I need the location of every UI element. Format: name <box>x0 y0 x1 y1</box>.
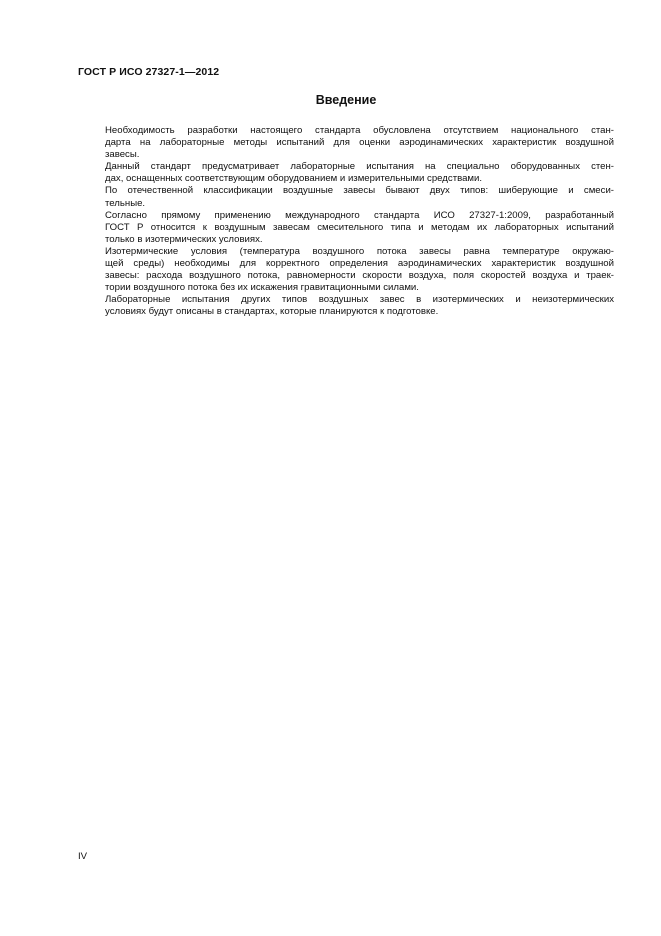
paragraph-need-for-standard <box>78 125 614 161</box>
text-line: Данный стандарт предусматривает лабораторные испытания на специально оборудованных стен- <box>105 161 614 173</box>
text-line: только в изотермических условиях. <box>105 233 263 245</box>
section-title: Введение <box>315 93 377 107</box>
text-line: Изотермические условия (температура воздушного потока завесы равна температуре окружаю- <box>105 245 614 257</box>
text-line: завесы. <box>105 149 140 161</box>
paragraph-future-standards <box>78 294 614 318</box>
text-line: Согласно прямому применению международного стандарта ИСО 27327-1:2009, разработанный <box>105 209 614 221</box>
document-header-code: ГОСТ Р ИСО 27327-1—2012 <box>78 66 220 78</box>
text-line: Необходимость разработки настоящего стандарта обусловлена отсутствием национального стан- <box>105 125 614 136</box>
text-line: ГОСТ Р относится к воздушным завесам смесительного типа и методам их лабораторных испытаний <box>105 221 614 233</box>
text-line: тельные. <box>105 197 146 209</box>
text-line: дах, оснащенных соответствующим оборудованием и измерительными средствами. <box>105 173 483 185</box>
text-line: завесы: расхода воздушного потока, равномерности скорости воздуха, поля скоростей воздуха и траек- <box>105 270 614 282</box>
text-line: По отечественной классификации воздушные завесы бывают двух типов: шиберующие и смеси- <box>105 185 614 197</box>
text-line: щей среды) необходимы для корректного определения аэродинамических характеристик воздушной <box>105 258 614 270</box>
text-line: тории воздушного потока без их искажения гравитационными силами. <box>105 282 419 294</box>
introduction-body <box>78 125 614 319</box>
paragraph-isothermal-conditions <box>78 246 614 294</box>
text-line: дарта на лабораторные методы испытаний для оценки аэродинамических характеристик воздушной <box>105 137 614 149</box>
paragraph-lab-tests <box>78 161 614 185</box>
page-number: IV <box>78 851 88 862</box>
text-line: условиях будут описаны в стандартах, которые планируются к подготовке. <box>105 306 439 318</box>
paragraph-iso-application <box>78 210 614 246</box>
paragraph-classification <box>78 185 614 209</box>
text-line: Лабораторные испытания других типов воздушных завес в изотермических и неизотермических <box>105 294 614 306</box>
